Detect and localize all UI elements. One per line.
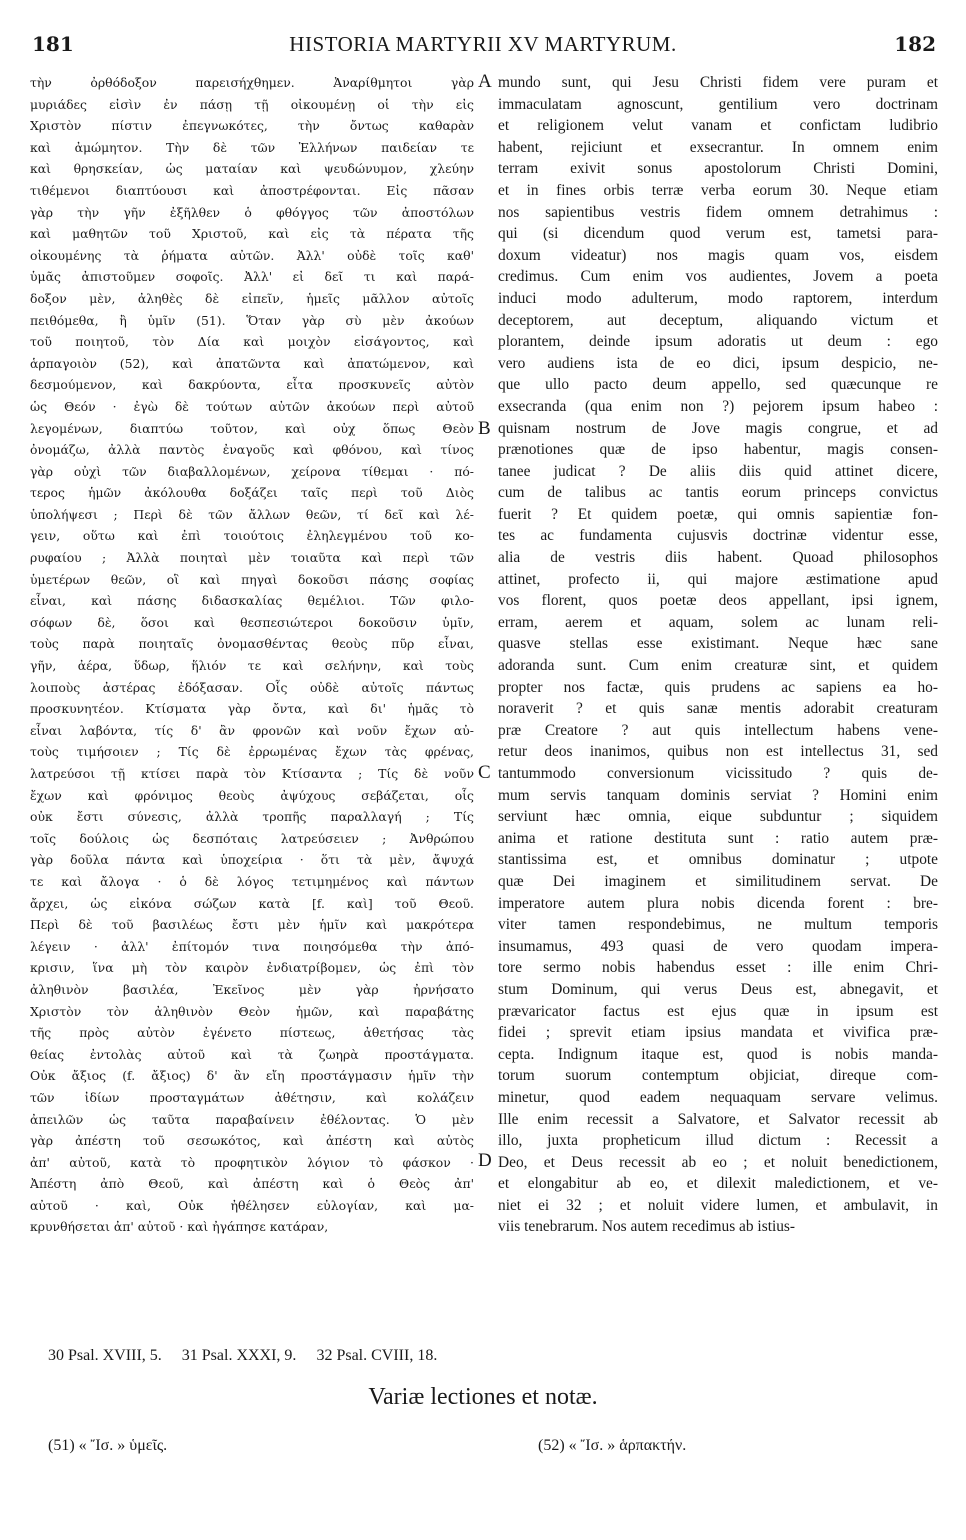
- page-header: [30, 32, 936, 62]
- latin-text-line: insumamus, 493 quasi de vero quodam impera-: [498, 937, 938, 955]
- greek-text-line: τοῦ ποιητοῦ, τὸν Δία καὶ μοιχὸν εἰσάγοντος, καὶ: [30, 334, 474, 350]
- latin-text-line: nos sapientibus vestris fidem omnem detrahimus :: [498, 203, 938, 221]
- latin-text-line: imperatore autem plura nobis dicenda forent : bre-: [498, 894, 938, 912]
- latin-text-line: Deo, et Deus recessit ab eo ; et noluit benedictionem,: [498, 1153, 938, 1171]
- greek-text-line: δοξον μὲν, ἀληθὲς δὲ εἰπεῖν, ἡμεῖς μᾶλλον αὐτοῖς: [30, 290, 474, 306]
- greek-text-line: λατρεύσοι τῇ κτίσει παρὰ τὸν Κτίσαντα ; Τίς δὲ νοῦν: [30, 766, 474, 781]
- latin-text-line: et religionem velut vanam et confictam ludibrio: [498, 117, 938, 135]
- greek-text-line: ἀπ' αὐτοῦ, κατὰ τὸ προφητικὸν λόγιον τὸ φάσκον ·: [30, 1154, 474, 1170]
- latin-text-line: prævaricator factus est ejus quæ in ipsum est: [498, 1002, 938, 1020]
- latin-text-line: viis tenebrarum. Nos autem recedimus ab istius-: [498, 1218, 796, 1236]
- greek-text-line: τιθέμενοι διαπτύουσι καὶ ἀποστρέφονται. Εἰς πᾶσαν: [30, 182, 474, 198]
- latin-text-column: [498, 72, 938, 1238]
- latin-text-line: stum Dominum, qui verus Deus est, abnegavit, et: [498, 980, 938, 998]
- latin-text-line: terram exivit sonus apostolorum Christi Domini,: [498, 160, 938, 178]
- latin-text-line: doxum videatur) nos magis quam vos, eisdem: [498, 246, 938, 264]
- variant-note-52: (52) « Ἴσ. » ἁρπακτήν.: [538, 1437, 687, 1454]
- greek-text-line: γὰρ ἀπέστη τοῦ σεσωκότος, καὶ ἀπέστη καὶ αὐτὸς: [30, 1133, 474, 1149]
- latin-text-line: noraverit ? et quis sanæ mentis adorabit creaturam: [498, 700, 938, 718]
- footnote-31: 31 Psal. XXXI, 9.: [181, 1347, 297, 1364]
- greek-text-line: θείας ἐντολὰς αὐτοῦ καὶ τὰ ζωηρὰ προστάγματα.: [30, 1046, 474, 1062]
- latin-text-line: quisnam nostrum de Jove magis congrue, et ad: [498, 419, 938, 437]
- greek-text-line: τοῖς δούλοις ὡς δεσπόταις λατρεύσειεν ; Ἀνθρώπου: [30, 830, 474, 846]
- greek-text-line: μυριάδες εἰσὶν ἐν πάσῃ τῇ οἰκουμένῃ οἱ τὴν εἰς: [30, 96, 474, 112]
- greek-text-line: κρυνθήσεται ἀπ' αὐτοῦ · καὶ ἠγάπησε κατάραν,: [30, 1219, 329, 1235]
- greek-text-line: δεσμούμενον, καὶ δακρύοντα, εἶτα προσκυνεῖς αὐτὸν: [30, 377, 474, 393]
- greek-text-line: κρισιν, ἵνα μὴ τὸν καιρὸν ἐνδιατρίβομεν, ὡς ἐπὶ τὸν: [30, 960, 474, 976]
- greek-text-line: ἁρπαγοιὸν (52), καὶ ἀπατῶντα καὶ ἀπατώμενον, καὶ: [30, 355, 474, 371]
- greek-text-line: Χριστὸν πίστιν ἐπεγνωκότες, τὴν ὄντως καθαρὰν: [30, 118, 474, 134]
- greek-text-line: τε καὶ ἄλογα · ὁ δὲ λόγος τετιμημένος καὶ πάντων: [30, 873, 474, 889]
- latin-text-line: vos florent, quos poetæ deos appellant, ipsi ignem,: [498, 592, 938, 610]
- greek-text-line: ὀνομάζω, ἀλλὰ παντὸς ἐναγοῦς καὶ φθόνου, καὶ τίνος: [30, 442, 474, 458]
- latin-text-line: minetur, quod eadem nequaquam servare velimus.: [498, 1088, 938, 1106]
- latin-text-line: vero audiens ista de eo dici, ipsum despicio, ne-: [498, 354, 938, 372]
- latin-text-line: erram, aerem et aquam, solem ac lunam reli-: [498, 613, 938, 631]
- running-title: HISTORIA MARTYRII XV MARTYRUM.: [289, 32, 677, 56]
- greek-text-line: τῆς πρὸς αὐτὸν ἐγένετο πίστεως, ἀθετήσας τὰς: [30, 1025, 474, 1041]
- greek-text-line: λοιποὺς ἀστέρας ἐδόξασαν. Οἷς οὐδὲ αὐτοῖς πάντως: [30, 679, 474, 695]
- latin-text-line: Ille enim recessit a Salvatore, et Salvator recessit ab: [498, 1110, 938, 1128]
- greek-text-line: λέγειν · ἀλλ' ἐπίτομόν τινα ποιησόμεθα τὴν ἀπό-: [30, 938, 474, 954]
- greek-text-line: Περὶ δὲ τοῦ βασιλέως ἔστι μὲν ἡμῖν καὶ μακρότερα: [30, 917, 474, 933]
- latin-text-line: niet ei 32 ; et noluit videre lumen, et ambulavit, in: [498, 1196, 938, 1214]
- latin-text-line: viter tamen respondebimus, ne multum temporis: [498, 916, 938, 934]
- latin-text-line: cepta. Indignum itaque est, quod is nobis manda-: [498, 1045, 938, 1063]
- greek-text-line: γὰρ τὴν γῆν ἐξῆλθεν ὁ φθόγγος τῶν ἀποστόλων: [30, 204, 474, 220]
- greek-text-line: ὑμᾶς ἀπιστοῦμεν σοφοῖς. Ἀλλ' εἰ δεῖ τι καὶ παρά-: [30, 269, 474, 285]
- latin-text-line: que ullo pacto deum appello, sed quæcunque re: [498, 376, 938, 394]
- greek-text-line: ρυφαίου ; Ἀλλὰ ποιηταὶ μὲν τοιαῦτα καὶ περὶ τῶν: [30, 550, 474, 566]
- latin-text-line: immaculatam agnoscunt, gentilium vero doctrinam: [498, 95, 938, 113]
- greek-text-line: τοὺς παρὰ ποιηταῖς ὀνομασθέντας θεοὺς πῦρ εἶναι,: [30, 636, 474, 652]
- latin-text-line: attinet, profecto ii, qui majore æstimatione apud: [498, 570, 938, 588]
- latin-text-line: fuerit ? Et quidem poetæ, qui omnis sapientiæ fon-: [498, 505, 938, 523]
- greek-text-line: τοὺς τιμήσοιεν ; Τίς δὲ ἐρρωμένας ἔχων τὰς φρένας,: [30, 744, 474, 760]
- latin-text-line: serviunt hæc omnia, eique subduntur ; siquidem: [498, 808, 938, 826]
- latin-text-line: illo, juxta propheticum illud dictum : Recessit a: [498, 1132, 938, 1150]
- latin-text-line: habent, rejiciunt et exsecrantur. In omnem enim: [498, 138, 938, 156]
- greek-text-line: ἀληθινὸν βασιλέα, Ἐκεῖνος μὲν γὰρ ἠρνήσατο: [30, 981, 474, 997]
- latin-text-line: et in fines orbis terræ verba eorum 30. Neque etiam: [498, 181, 938, 199]
- greek-text-line: Χριστὸν τὸν ἀληθινὸν Θεὸν ἡμῶν, καὶ παραβάτης: [30, 1003, 474, 1019]
- greek-text-line: ὑπολήψεσι ; Περὶ δὲ τῶν ἄλλων θεῶν, τί δεῖ καὶ λέ-: [30, 506, 474, 522]
- greek-text-line: οἰκουμένης τὰ ῥήματα αὐτῶν. Ἀλλ' οὐδὲ τοῖς καθ': [30, 247, 474, 263]
- greek-text-line: τῶν ἰδίων προσταγμάτων ἀθέτησιν, καὶ κολάζειν: [30, 1089, 474, 1105]
- latin-text-line: quasve stellas esse existimant. Neque hæc sane: [498, 635, 938, 653]
- greek-text-line: τερος ἡμῶν ἀκόλουθα δοξάζει ταῖς περὶ τοῦ Διὸς: [30, 485, 474, 501]
- latin-text-line: adoranda sunt. Cum enim creaturæ sint, et quidem: [498, 657, 938, 675]
- greek-text-line: ὡς Θεόν · ἐγὼ δὲ τούτων αὐτῶν ἀκούων περὶ αὐτοῦ: [30, 398, 474, 414]
- greek-text-line: Ἀπέστη ἀπὸ Θεοῦ, καὶ ἀπέστη καὶ ὁ Θεὸς ἀπ': [30, 1176, 474, 1192]
- greek-text-line: ὑμετέρων θεῶν, οἳ καὶ πηγαὶ δοκοῦσι πάσης σοφίας: [30, 571, 474, 587]
- greek-text-line: ἔχων καὶ φρόνιμος θεοὺς ἀψύχους σεβάζεται, οἷς: [30, 787, 474, 803]
- greek-text-line: γειν, οὕτω καὶ ἐπὶ τοιούτοις ἐληλεγμένου τοῦ κο-: [30, 528, 474, 544]
- greek-text-line: πειθόμεθα, ἢ ὑμῖν (51). Ὅταν γὰρ σὺ μὲν ἀκούων: [30, 312, 474, 328]
- greek-text-line: καὶ θρησκείαν, ὡς ματαίαν καὶ ψευδώνυμον, χλεύην: [30, 161, 474, 177]
- latin-text-line: quæ Dei imaginem et similitudinem servat. De: [498, 872, 938, 890]
- greek-text-line: καὶ μαθητῶν τοῦ Χριστοῦ, καὶ εἰς τὰ πέρατα τῆς: [30, 226, 474, 242]
- latin-text-line: qui (si dicendum quod verum est, tametsi para-: [498, 225, 938, 243]
- latin-text-line: tantummodo conversionum vicissitudo ? quis de-: [498, 765, 938, 782]
- latin-text-line: exsecranda (qua enim non ?) pejorem ipsum habeo :: [498, 397, 938, 415]
- page-number-right: 182: [894, 32, 936, 56]
- latin-text-line: deceptorem, aut deceptum, aliquando victum et: [498, 311, 938, 329]
- latin-text-line: mundo sunt, qui Jesu Christi fidem vere puram et: [498, 74, 938, 91]
- greek-text-line: γὰρ οὐχὶ τῶν διαβαλλομένων, χείρονα τίθεμαι · πό-: [30, 463, 474, 479]
- greek-text-line: γὰρ δοῦλα πάντα καὶ ὑποχείρια · ὅτι τὰ μὲν, ἄψυχά: [30, 852, 474, 868]
- page-number-left: 181: [32, 32, 74, 56]
- latin-text-line: prænotiones quæ de ipso habentur, magis consen-: [498, 441, 938, 459]
- latin-text-line: tore sermo nobis habendus esset : ille enim Chri-: [498, 959, 938, 977]
- latin-text-line: credimus. Cum enim vos audientes, Jovem a poeta: [498, 268, 938, 286]
- footnote-32: 32 Psal. CVIII, 18.: [316, 1347, 438, 1364]
- greek-text-line: καὶ ἀμώμητον. Τὴν δὲ τῶν Ἑλλήνων παιδείαν τε: [30, 139, 474, 155]
- latin-text-line: præ Creatore ? aut quis intellectum habens vene-: [498, 721, 938, 739]
- greek-text-line: οὐκ ἔστι σύνεσις, ἀλλὰ τροπῆς παραλλαγή ; Τίς: [30, 809, 474, 825]
- greek-text-line: εἶναι, καὶ πάσης διδασκαλίας θεμέλιοι. Τῶν φιλο-: [30, 593, 474, 609]
- latin-text-line: tanee judicat ? De aliis diis quid attinet dicere,: [498, 462, 938, 480]
- latin-text-line: induci modo adulterum, modo raptorem, interdum: [498, 289, 938, 307]
- latin-text-line: fidei ; sprevit etiam ipsius mandata et vivifica præ-: [498, 1024, 938, 1042]
- greek-text-line: γῆν, ἀέρα, ὕδωρ, ἥλιόν τε καὶ σελήνην, καὶ τοὺς: [30, 658, 474, 674]
- greek-text-line: σόφων δὲ, ὅσοι καὶ θεσπεσιώτεροι δοκοῦσιν ὑμῖν,: [30, 614, 474, 630]
- greek-text-line: αὐτοῦ · καὶ, Οὐκ ἠθέλησεν εὐλογίαν, καὶ μα-: [30, 1197, 474, 1213]
- latin-text-line: mum servis tanquam dominis serviat ? Homini enim: [498, 786, 938, 804]
- variae-lectiones-title: Variæ lectiones et notæ.: [368, 1384, 598, 1410]
- margin-letter-a: A: [478, 71, 492, 92]
- greek-text-line: ἀπειλῶν ὡς ταῦτα παραβαίνειν ἐθέλοντας. Ὁ μὲν: [30, 1111, 474, 1127]
- greek-text-line: ἄρχει, ὡς εἰκόνα σώζων κατὰ [f. καὶ] τοῦ Θεοῦ.: [30, 895, 474, 911]
- latin-text-line: cum de talibus ac tantis eorum princeps convictus: [498, 484, 938, 502]
- greek-text-line: λεγομένων, διαπτύω τοῦτον, καὶ οὐχ ὅπως Θεὸν: [30, 420, 474, 436]
- margin-letter-b: B: [478, 418, 491, 439]
- margin-letter-c: C: [478, 762, 491, 783]
- footnote-30: 30 Psal. XVIII, 5.: [48, 1347, 162, 1364]
- latin-text-line: stantissima est, et omnibus dominatur ; utpote: [498, 851, 938, 869]
- latin-text-line: torum suorum contemptum objiciat, direque com-: [498, 1067, 938, 1085]
- margin-letter-d: D: [478, 1150, 492, 1171]
- greek-text-line: προσκυνητέον. Κτίσματα γὰρ ὄντα, καὶ δι' ἡμᾶς τὸ: [30, 701, 474, 717]
- variant-note-51: (51) « Ἴσ. » ὑμεῖς.: [48, 1437, 168, 1454]
- latin-text-line: propter nos factæ, quis prudens ac sapiens ea ho-: [498, 678, 938, 696]
- greek-text-column: [30, 72, 474, 1238]
- latin-text-line: tes ac fundamenta cujusvis doctrinæ videntur esse,: [498, 527, 938, 545]
- latin-text-line: et elongabitur ab eo, et dilexit maledictionem, et ve-: [498, 1175, 938, 1193]
- greek-text-line: εἶναι λαβόντα, τίς δ' ἂν φρονῶν καὶ νοῦν ἔχων αὐ-: [30, 722, 474, 738]
- latin-text-line: anima et ratione destituta sunt : ratio autem præ-: [498, 829, 938, 847]
- latin-text-line: plorantem, deinde ipsum adoratis ut deum : ego: [498, 333, 938, 351]
- greek-text-line: τὴν ὀρθόδοξον παρεισήχθημεν. Ἀναρίθμητοι γὰρ: [30, 75, 474, 90]
- greek-text-line: Οὐκ ἄξιος (f. ἄξιος) δ' ἂν εἴη προστάγμασιν ἡμῖν τὴν: [30, 1068, 474, 1084]
- footnotes: [48, 1347, 453, 1365]
- latin-text-line: alia de vestris diis habent. Quoad philosophos: [498, 549, 938, 567]
- latin-text-line: retur deos inanimos, quibus non est intellectus 31, sed: [498, 743, 938, 761]
